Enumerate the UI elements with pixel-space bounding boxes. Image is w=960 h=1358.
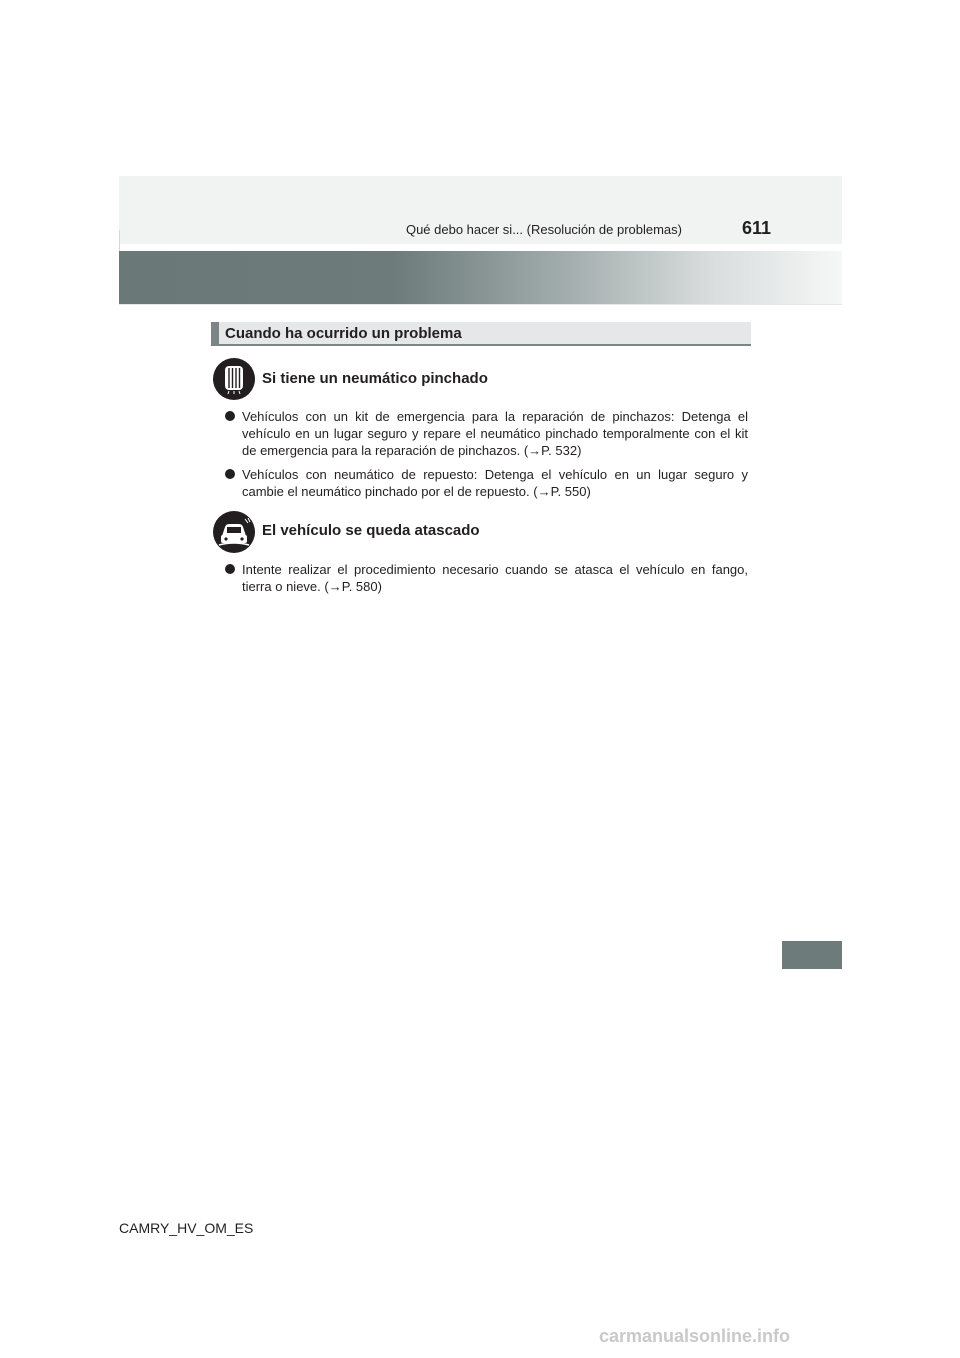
- topic-heading-stuck-vehicle: El vehículo se queda atascado: [262, 522, 480, 539]
- page-number: 611: [742, 218, 772, 238]
- list-item-text: Intente realizar el procedimiento necesario cuando se atasca el vehículo en fango, tierra o nieve. (→P. 580): [242, 562, 748, 594]
- list-item-text: Vehículos con neumático de repuesto: Detenga el vehículo en un lugar seguro y cambie el neumático pinchado por el de repuesto. (→P. 550): [242, 467, 748, 499]
- chapter-side-tab: [782, 941, 842, 969]
- gradient-underline: [119, 304, 842, 305]
- document-code: CAMRY_HV_OM_ES: [119, 1220, 254, 1236]
- list-item-text: Vehículos con un kit de emergencia para la reparación de pinchazos: Detenga el vehículo en un lugar seguro y repare el neumático pinchado temporalmente con el kit de emergencia para la reparación de pinchazos. (→P. 532): [242, 409, 748, 458]
- chapter-title: Qué debo hacer si... (Resolución de problemas): [405, 222, 682, 237]
- bullet-dot: [225, 564, 235, 574]
- stuck-vehicle-icon: [213, 511, 255, 553]
- topic-heading-flat-tire: Si tiene un neumático pinchado: [262, 370, 488, 387]
- list-item: [225, 408, 748, 459]
- section-header-accent: [211, 322, 219, 346]
- bullet-dot: [225, 469, 235, 479]
- watermark: carmanualsonline.info: [599, 1326, 791, 1346]
- section-header: [211, 322, 751, 346]
- flat-tire-icon: [213, 358, 255, 400]
- chapter-gradient-bar: [119, 251, 842, 304]
- list-item: [225, 466, 748, 500]
- bullet-dot: [225, 411, 235, 421]
- section-title: Cuando ha ocurrido un problema: [225, 325, 462, 342]
- list-item: [225, 561, 748, 595]
